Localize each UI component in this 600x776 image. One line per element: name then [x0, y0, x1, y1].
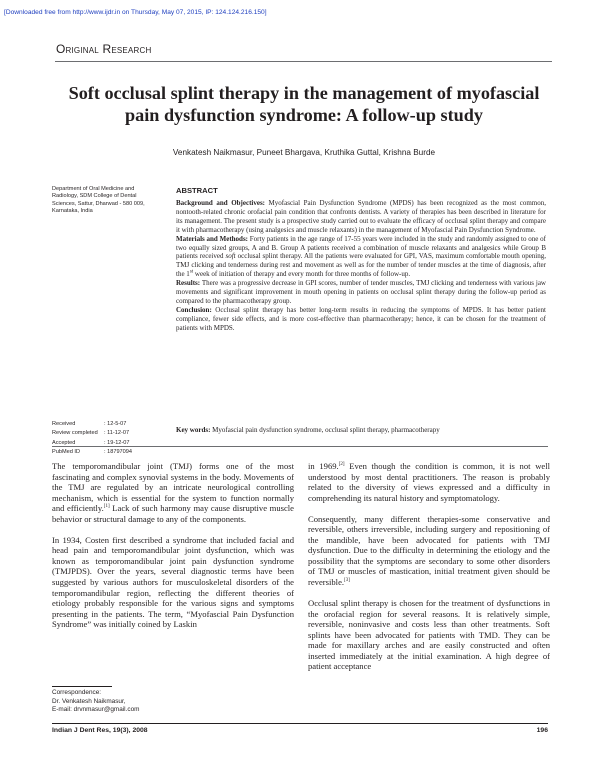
keywords	[176, 426, 548, 435]
date-label: PubMed ID	[52, 449, 80, 456]
methods-text-c: week of initiation of therapy and every month for three months of follow-up.	[193, 270, 411, 279]
footer-rule	[52, 723, 548, 724]
section-label: Original Research	[56, 42, 152, 56]
citation-ref: [2]	[338, 462, 345, 468]
methods-text-a: Forty patients in the age range of 17-55 years were included in the study and randomly assigned to one of two equally sized groups, A and B. Group A patients received a combination of muscle relaxants and analgesics while Group B patients received	[176, 234, 546, 261]
date-label: Accepted	[52, 439, 76, 446]
keywords-text: Myofascial pain dysfunction syndrome, occlusal splint therapy, pharmacotherapy	[210, 426, 440, 434]
correspondence-rule	[52, 686, 112, 687]
citation-ref: [1]	[103, 504, 110, 510]
methods-soft: soft	[225, 252, 236, 261]
body-text: in 1969.	[308, 461, 339, 471]
results-label: Results:	[176, 279, 201, 288]
body-text: Even though the condition is common, it is not well understood by most dental practitioners. The reason is probably related to the diversity of views expressed and a difficulty in comprehending its natural history and symptomatology.	[308, 461, 551, 503]
keywords-label: Key words:	[176, 426, 211, 434]
conclusion-text: Occlusal splint therapy has better long-term results in reducing the symptoms of MPDS. It has better patient compliance, fewer side effects, and is more cost-effective than pharmacotherapy; hence, it can be chosen for the treatment of patients with MPDS.	[176, 305, 546, 332]
body-text: Lack of such harmony may cause disruptive muscle behavior or structural damage to any of the components.	[52, 503, 294, 524]
article-title: Soft occlusal splint therapy in the management of myofascial pain dysfunction syndrome: A follow-up study	[68, 83, 540, 125]
correspondence	[52, 689, 252, 715]
date-value: : 18797094	[104, 449, 132, 456]
body-text: Consequently, many different therapies-some conservative and reversible, others irreversible, including surgery and repositioning of the mandible, have been advocated for patients with TMJ dysfunction. Due to the difficulty in determining the etiology and the possibility that the symptoms are secondary to some other disorders of TMJ or muscles of mastication, initial treatment given should be reversible.	[308, 513, 550, 587]
affiliation: Department of Oral Medicine and Radiology, SDM College of Dental Sciences, Sattur, Dharwad - 580 009, Karnataka, India	[52, 186, 145, 215]
methods-sup: st	[189, 269, 194, 275]
body-paragraph	[52, 461, 294, 524]
body-paragraph: Occlusal splint therapy is chosen for the treatment of dysfunctions in the orofacial region for several reasons. It is relatively simple, reversible, noninvasive and costs less than other treatments. Soft splints have been advocated for patients with TMD. They can be made for maxillary arches and are easily constructed and often inserted immediately at the initial examination. A high degree of patient acceptance	[308, 598, 550, 672]
correspondence-heading: Correspondence:	[52, 689, 102, 696]
abstract-conclusion	[176, 306, 546, 333]
methods-text-b: occlusal splint therapy. All the patients were evaluated for GPI, VAS, maximum comfortable mouth opening, TMJ clicking and tenderness during rest and movement as well as for the number of tender muscles at the time of diagnosis, after the 1	[176, 252, 546, 279]
abstract-background	[176, 199, 546, 235]
results-text: There was a progressive decrease in GPI scores, number of tender muscles, TMJ clicking and tenderness with various jaw movements and significant improvement in mouth opening in patients on occlusal splint therapy during the follow-up period as compared to the pharmacotherapy group.	[176, 279, 546, 305]
date-row-received	[52, 420, 162, 429]
page-number: 196	[536, 727, 548, 734]
body-column-left	[52, 461, 294, 640]
background-text: Myofascial Pain Dysfunction Syndrome (MPDS) has been recognized as the most common, nontooth-related chronic orofacial pain condition that confronts dentists. A variety of therapies has been described in literature for its management. The present study is a prospective study carried out to evaluate the efficacy of occlusal splint therapy and compare it with pharmacotherapy (using analgesics and muscle relaxants) in the management of Myofascial Pain Dysfunction Syndrome.	[176, 199, 546, 234]
conclusion-label: Conclusion:	[176, 305, 212, 314]
abstract-methods	[176, 235, 546, 280]
body-text: The temporomandibular joint (TMJ) forms one of the most fascinating and complex synovial systems in the body. Movements of the TMJ are regulated by an intricate neurological controlling mechanism, which is essential for the system to function normally and efficiently.	[52, 461, 294, 514]
date-value: : 11-12-07	[104, 430, 130, 437]
body-column-right	[308, 461, 550, 682]
body-paragraph	[308, 514, 550, 588]
date-label: Received	[52, 421, 76, 427]
date-row-review	[52, 429, 162, 438]
methods-label: Materials and Methods:	[176, 234, 248, 243]
journal-citation: Indian J Dent Res, 19(3), 2008	[52, 727, 148, 734]
body-paragraph	[308, 461, 550, 503]
header-rule	[55, 61, 552, 62]
download-notice: [Downloaded free from http://www.ijdr.in on Thursday, May 07, 2015, IP: 124.124.216.150]	[4, 9, 267, 16]
abstract-results	[176, 279, 546, 306]
article-dates	[52, 420, 162, 458]
date-row-pubmed	[52, 448, 162, 457]
citation-ref: [3]	[344, 578, 350, 584]
date-label: Review completed	[52, 430, 98, 437]
correspondence-email: E-mail: drvnmasur@gmail.com	[52, 706, 140, 714]
abstract-body	[176, 199, 546, 333]
background-label: Background and Objectives:	[176, 199, 266, 207]
body-paragraph: In 1934, Costen first described a syndrome that included facial and head pain and temporomandibular joint dysfunction, which was known as temporomandibular joint pain dysfunction syndrome (TMJPDS). Over the years, several diagnostic terms have been suggested by various authors for musculoskeletal disorders of the temporomandibular region, reflecting the different theories of etiology probably responsible for the various signs and symptoms presenting in the patients. The term, “Myofascial Pain Dysfunction Syndrome” was initially coined by Laskin	[52, 534, 294, 630]
correspondence-name: Dr. Venkatesh Naikmasur,	[52, 697, 126, 705]
author-list: Venkatesh Naikmasur, Puneet Bhargava, Kruthika Guttal, Krishna Burde	[172, 148, 436, 157]
date-value: : 12-5-07	[104, 421, 127, 427]
date-value: : 19-12-07	[104, 439, 130, 446]
abstract-rule	[52, 446, 548, 447]
abstract-heading: ABSTRACT	[176, 186, 218, 195]
